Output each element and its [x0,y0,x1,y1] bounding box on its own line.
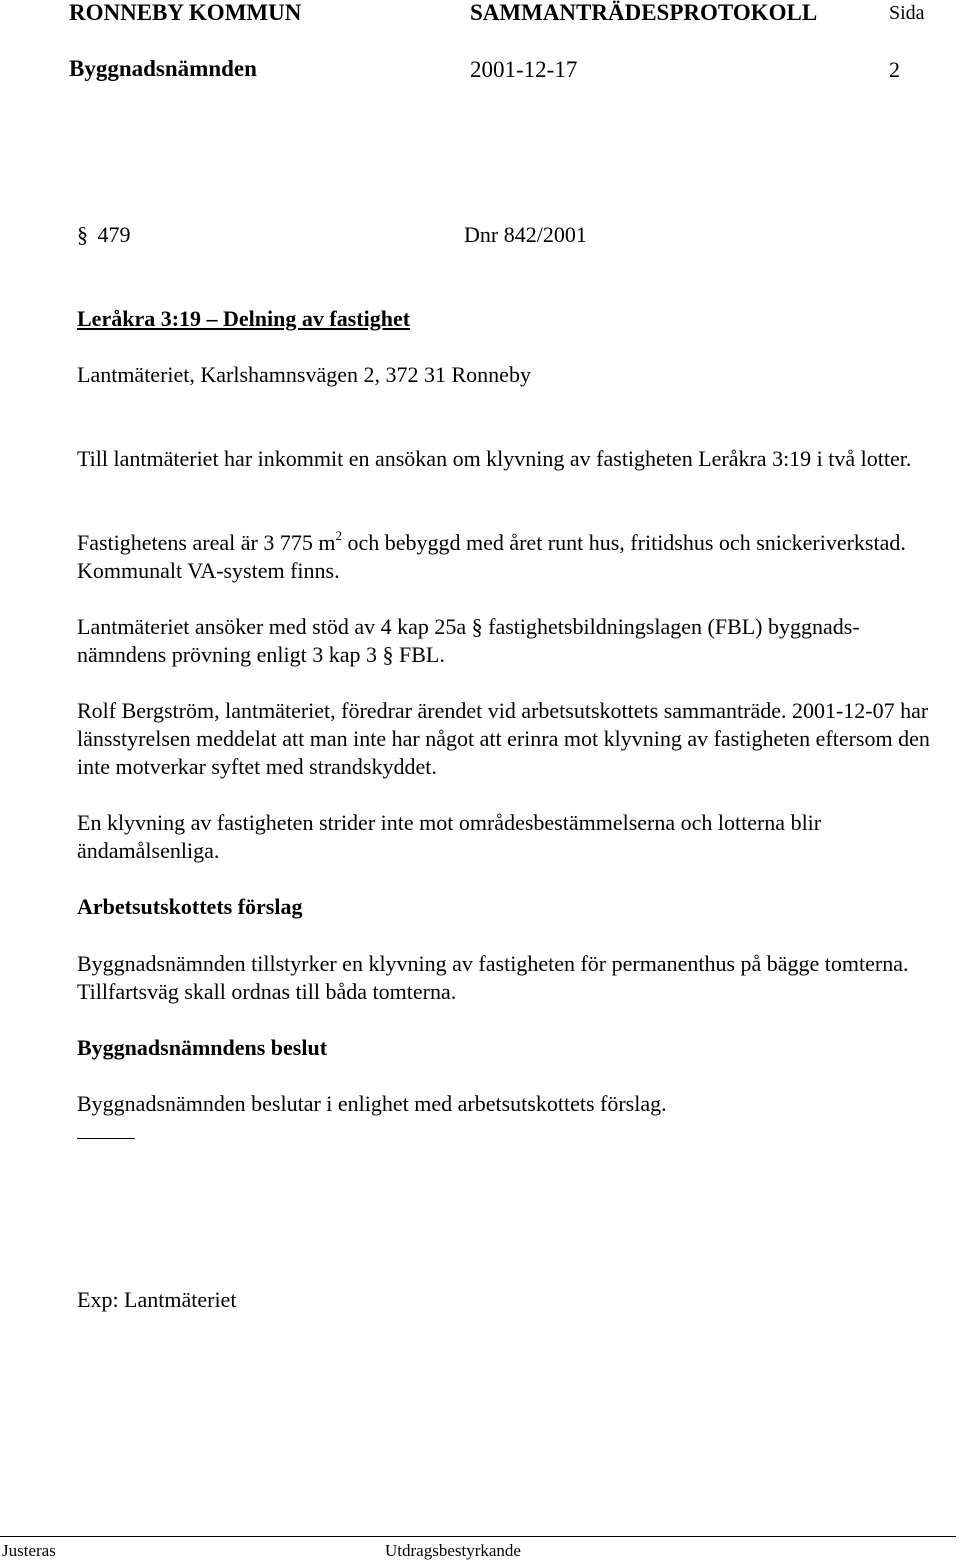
expedition-line: Exp: Lantmäteriet [77,1287,237,1312]
paragraph-assessment: En klyvning av fastigheten strider inte mot områdesbestämmelserna och lotterna blir ändamålsenliga. [77,810,822,863]
proposal-text: Byggnadsnämnden tillstyrker en klyvning av fastigheten för permanenthus på bägge tomterna. Tillfartsväg skall ordnas till båda tomterna. [77,951,909,1004]
paragraph-area [77,529,947,585]
meeting-date: 2001-12-17 [470,57,578,82]
item-number: 479 [97,222,131,247]
paragraph-application: Till lantmäteriet har inkommit en ansökan om klyvning av fastigheten Leråkra 3:19 i två lotter. [77,446,912,471]
paragraph-presentation: Rolf Bergström, lantmäteriet, föredrar ärendet vid arbetsutskottets sammanträde. 2001-12-07 har länsstyrelsen meddelat att man inte har något att erinra mot klyvning av fastigheten eftersom den inte motverkar syftet med strandskyddet. [77,698,930,779]
item-number-line [77,221,131,249]
applicant: Lantmäteriet, Karlshamnsvägen 2, 372 31 Ronneby [77,362,531,387]
decision-text: Byggnadsnämnden beslutar i enlighet med arbetsutskottets förslag. [77,1091,667,1116]
legal-text-b: fastighetsbildningslagen (FBL) byggnads-nämndens prövning enligt 3 kap 3 [77,614,860,667]
footer-rule [0,1536,956,1537]
legal-text-c: FBL. [393,642,445,667]
decision-heading: Byggnadsnämndens beslut [77,1035,328,1060]
area-text-cont: och bebyggd med året runt hus, fritidshus och snickeriverkstad. Kommunalt VA-system finns. [77,530,906,583]
diary-number: Dnr 842/2001 [464,222,587,247]
committee-name: Byggnadsnämnden [69,56,257,81]
proposal-heading: Arbetsutskottets förslag [77,894,303,919]
footer-justeras: Justeras [2,1541,56,1560]
area-text: Fastighetens areal är 3 775 m [77,530,336,555]
section-symbol: § [77,222,88,247]
section-symbol: § [471,614,483,639]
page-number: 2 [889,57,900,82]
section-symbol: § [382,642,394,667]
page-label: Sida [889,2,925,24]
item-title: Leråkra 3:19 – Delning av fastighet [77,306,411,331]
paragraph-legal-basis [77,613,947,669]
legal-text-a: Lantmäteriet ansöker med stöd av 4 kap 25a [77,614,472,639]
municipality-name: RONNEBY KOMMUN [69,0,302,25]
area-superscript: 2 [335,527,342,543]
separator-rule [77,1138,135,1139]
document-type: SAMMANTRÄDESPROTOKOLL [470,0,818,25]
footer-utdragsbestyrkande: Utdragsbestyrkande [385,1541,521,1560]
